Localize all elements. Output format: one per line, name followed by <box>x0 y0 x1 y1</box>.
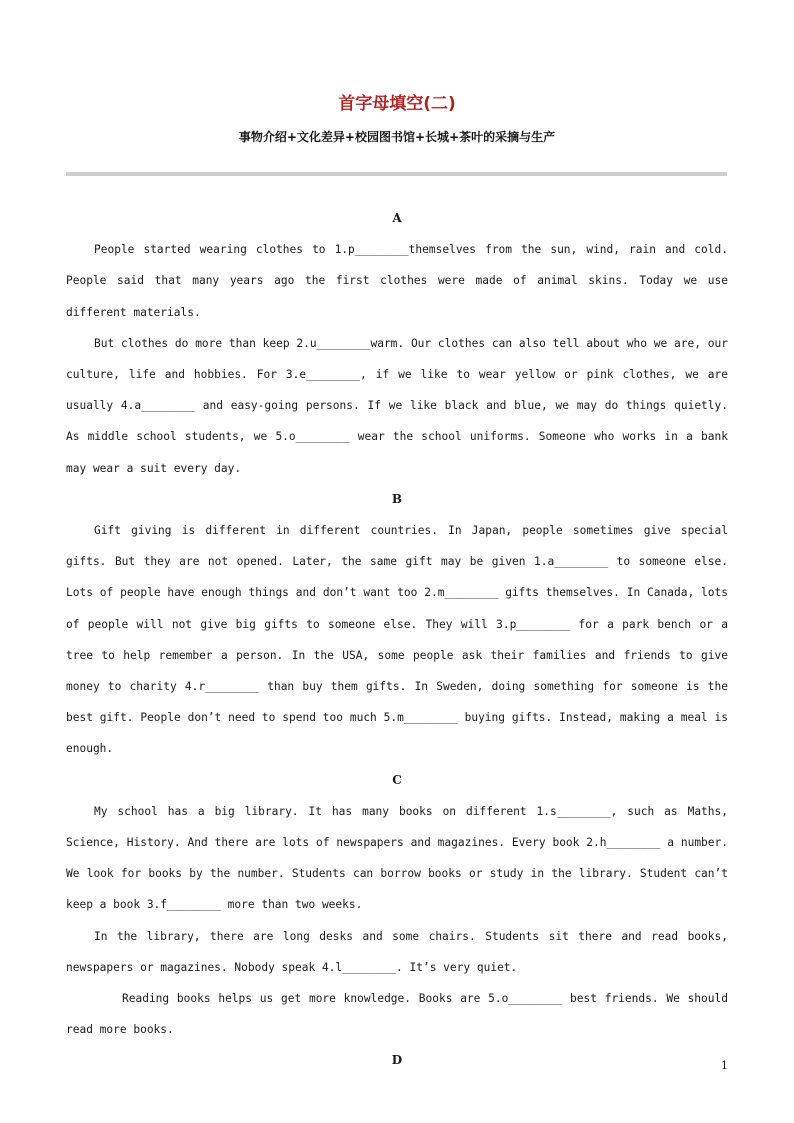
section-c-paragraph-3: Reading books helps us get more knowledge. Books are 5.o________ best friends. We should read more books. <box>66 992 728 1037</box>
section-a-paragraph-2: But clothes do more than keep 2.u________warm. Our clothes can also tell about who we are, our culture, life and hobbies. For 3.e________, if we like to wear yellow or pink clothes, we are usually 4.a________ and easy-going persons. If we like black and blue, we may do things quietly. As middle school students, we 5.o________ wear the school uniforms. Someone who works in a bank may wear a suit every day. <box>66 336 728 475</box>
section-a-heading: A <box>392 211 402 225</box>
page-number: 1 <box>721 1059 728 1072</box>
section-c-paragraph-1: My school has a big library. It has many books on different 1.s________, such as Maths, Science, History. And there are lots of newspapers and magazines. Every book 2.h________ a number. We look for books by the number. Students can borrow books or study in the library. Student can’t keep a book 3.f________ more than two weeks. <box>66 804 728 912</box>
page-subtitle: 事物介绍+文化差异+校园图书馆+长城+茶叶的采摘与生产 <box>238 130 556 144</box>
section-c-paragraph-2: In the library, there are long desks and some chairs. Students sit there and read books, newspapers or magazines. Nobody speak 4.l________. It’s very quiet. <box>66 929 728 974</box>
document-body <box>66 203 728 1077</box>
section-c-heading: C <box>392 772 402 787</box>
section-a-paragraph-1: People started wearing clothes to 1.p________themselves from the sun, wind, rain and cold. People said that many years ago the first clothes were made of animal skins. Today we use different materials. <box>66 243 728 319</box>
divider <box>66 172 727 176</box>
page-title: 首字母填空(二) <box>338 94 456 114</box>
section-b-heading: B <box>391 491 403 506</box>
section-b-paragraph-1: Gift giving is different in different countries. In Japan, people sometimes give special gifts. But they are not opened. Later, the same gift may be given 1.a________ to someone else. Lots of people have enough things and don’t want too 2.m________ gifts themselves. In Canada, lots of people will not give big gifts to someone else. They will 3.p________ for a park bench or a tree to help remember a person. In the USA, some people ask their families and friends to give money to charity 4.r________ than buy them gifts. In Sweden, doing something for someone is the best gift. People don’t need to spend too much 5.m________ buying gifts. Instead, making a meal is enough. <box>66 524 728 756</box>
section-d-heading: D <box>391 1053 403 1068</box>
